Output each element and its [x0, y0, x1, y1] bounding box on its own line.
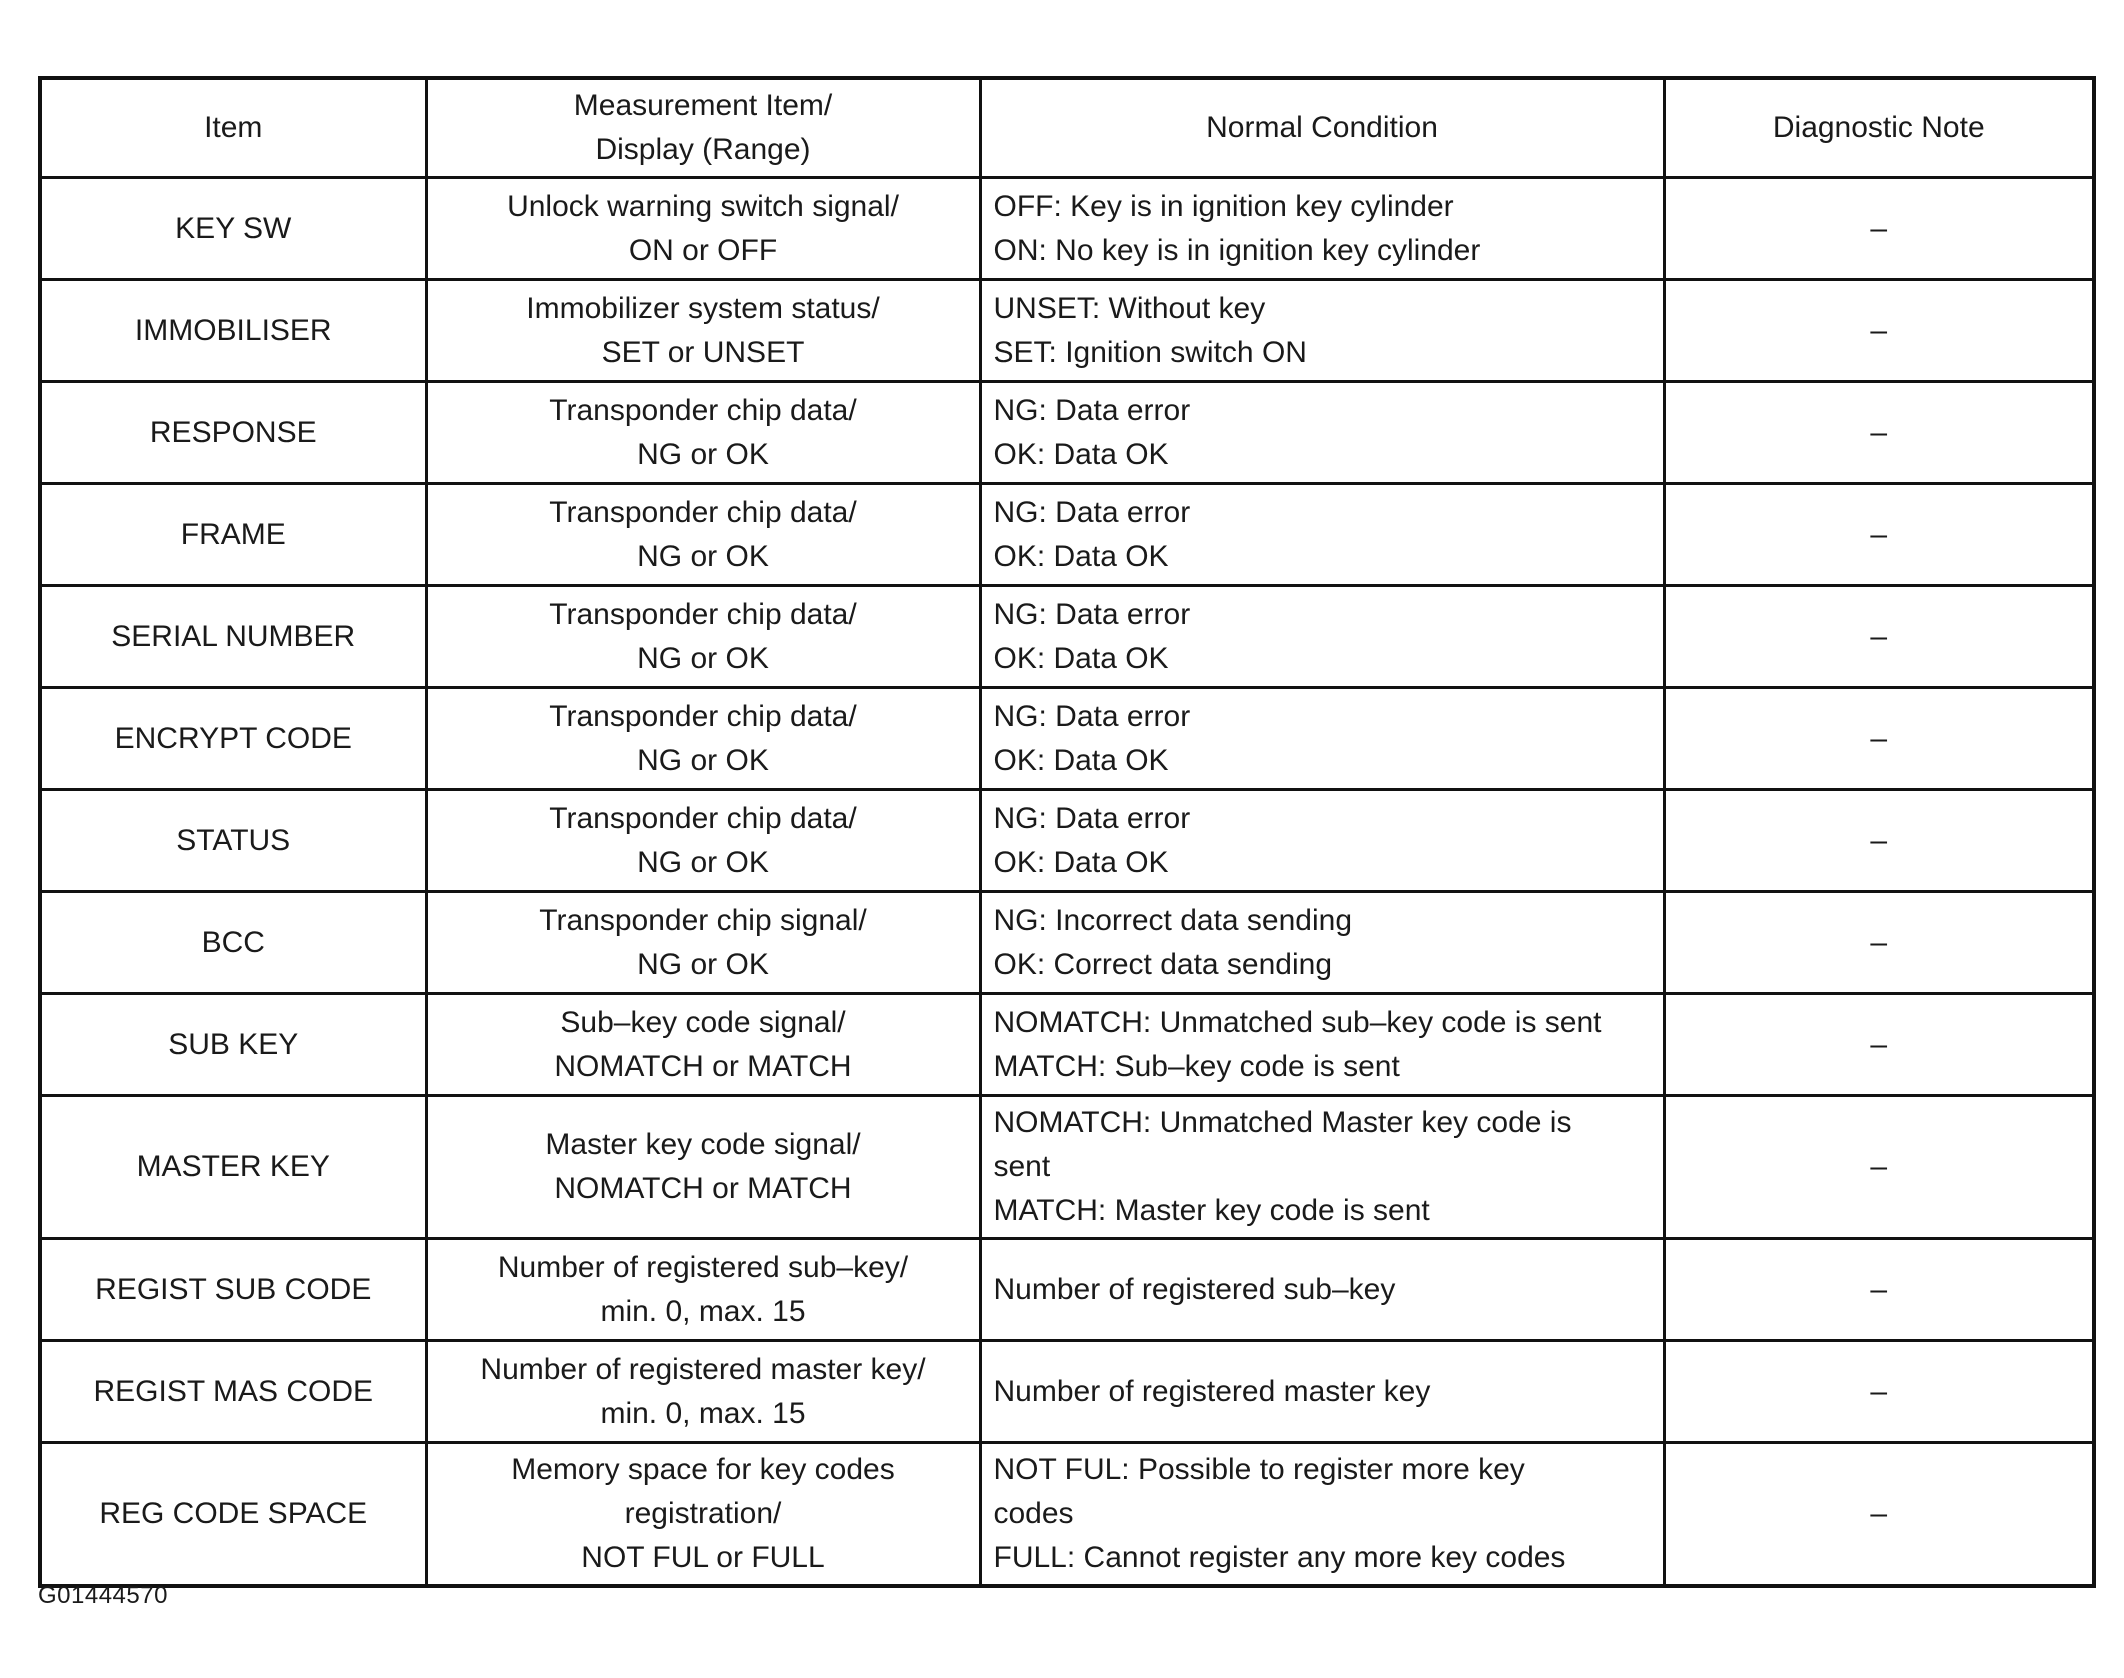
measurement-cell: [426, 994, 980, 1096]
condition-cell: [980, 178, 1664, 280]
table-row: [40, 382, 2094, 484]
measurement-line: NG or OK: [637, 743, 769, 777]
condition-cell: [980, 484, 1664, 586]
condition-cell: [980, 892, 1664, 994]
note-cell: –: [1664, 688, 2094, 790]
header-measurement-line1: Measurement Item/: [573, 89, 833, 122]
table-row: [40, 1443, 2094, 1587]
measurement-line: Unlock warning switch signal/: [507, 189, 899, 223]
condition-line: NG: Incorrect data sending: [993, 903, 1353, 937]
condition-line: codes: [993, 1497, 1074, 1530]
measurement-line: NOMATCH or MATCH: [554, 1049, 852, 1083]
table-row: [40, 994, 2094, 1096]
condition-line: Number of registered sub–key: [993, 1272, 1396, 1306]
condition-line: NG: Data error: [993, 393, 1191, 427]
note-cell: –: [1664, 1443, 2094, 1587]
condition-line: NOMATCH: Unmatched sub–key code is sent: [993, 1005, 1602, 1039]
measurement-line: Transponder chip signal/: [539, 903, 867, 937]
condition-cell: [980, 1096, 1664, 1239]
measurement-line: Memory space for key codes: [511, 1453, 895, 1486]
measurement-line: Transponder chip data/: [549, 393, 857, 427]
measurement-cell: [426, 586, 980, 688]
item-cell: REGIST SUB CODE: [40, 1239, 426, 1341]
measurement-cell: [426, 382, 980, 484]
measurement-cell: [426, 178, 980, 280]
header-normal-condition: Normal Condition: [980, 78, 1664, 178]
condition-line: NOT FUL: Possible to register more key: [993, 1453, 1525, 1486]
table-row: [40, 790, 2094, 892]
measurement-cell: [426, 484, 980, 586]
measurement-line: SET or UNSET: [601, 335, 805, 369]
condition-cell: [980, 280, 1664, 382]
item-cell: SUB KEY: [40, 994, 426, 1096]
condition-cell: [980, 994, 1664, 1096]
item-cell: BCC: [40, 892, 426, 994]
condition-line: NG: Data error: [993, 597, 1191, 631]
condition-cell: [980, 382, 1664, 484]
measurement-cell: [426, 280, 980, 382]
table-row: [40, 1341, 2094, 1443]
condition-line: MATCH: Master key code is sent: [993, 1194, 1430, 1227]
item-cell: RESPONSE: [40, 382, 426, 484]
note-cell: –: [1664, 382, 2094, 484]
measurement-cell: [426, 1096, 980, 1239]
condition-cell: [980, 1239, 1664, 1341]
note-cell: –: [1664, 892, 2094, 994]
condition-cell: [980, 790, 1664, 892]
data-list-table: [38, 76, 2096, 1588]
measurement-line: Transponder chip data/: [549, 699, 857, 733]
table-row: [40, 688, 2094, 790]
condition-line: OK: Data OK: [993, 641, 1169, 675]
item-cell: MASTER KEY: [40, 1096, 426, 1239]
measurement-line: registration/: [624, 1497, 782, 1530]
note-cell: –: [1664, 1341, 2094, 1443]
header-measurement-line2: Display (Range): [595, 133, 811, 166]
note-cell: –: [1664, 1239, 2094, 1341]
condition-cell: [980, 1443, 1664, 1587]
condition-cell: [980, 1341, 1664, 1443]
note-cell: –: [1664, 178, 2094, 280]
item-cell: REGIST MAS CODE: [40, 1341, 426, 1443]
condition-line: NG: Data error: [993, 699, 1191, 733]
measurement-line: NOMATCH or MATCH: [554, 1172, 852, 1205]
header-row: [40, 78, 2094, 178]
measurement-cell: [426, 892, 980, 994]
measurement-line: ON or OFF: [628, 233, 778, 267]
header-measurement: [426, 78, 980, 178]
measurement-line: Transponder chip data/: [549, 495, 857, 529]
note-cell: –: [1664, 484, 2094, 586]
table-row: [40, 1239, 2094, 1341]
condition-line: SET: Ignition switch ON: [993, 335, 1307, 369]
figure-id: G01444570: [38, 1582, 168, 1609]
condition-cell: [980, 688, 1664, 790]
table-row: [40, 1096, 2094, 1239]
condition-line: ON: No key is in ignition key cylinder: [993, 233, 1481, 267]
condition-line: NG: Data error: [993, 495, 1191, 529]
note-cell: –: [1664, 1096, 2094, 1239]
item-cell: KEY SW: [40, 178, 426, 280]
measurement-line: Number of registered sub–key/: [497, 1250, 909, 1284]
condition-line: Number of registered master key: [993, 1374, 1431, 1408]
condition-line: NG: Data error: [993, 801, 1191, 835]
note-cell: –: [1664, 280, 2094, 382]
table-row: [40, 892, 2094, 994]
measurement-line: NOT FUL or FULL: [581, 1541, 825, 1574]
table-row: [40, 280, 2094, 382]
item-cell: ENCRYPT CODE: [40, 688, 426, 790]
measurement-line: Transponder chip data/: [549, 597, 857, 631]
item-cell: IMMOBILISER: [40, 280, 426, 382]
table-row: [40, 178, 2094, 280]
measurement-line: NG or OK: [637, 437, 769, 471]
measurement-line: NG or OK: [637, 845, 769, 879]
table-row: [40, 484, 2094, 586]
condition-line: MATCH: Sub–key code is sent: [993, 1049, 1400, 1083]
table-row: [40, 586, 2094, 688]
measurement-line: Number of registered master key/: [480, 1352, 926, 1386]
measurement-line: Sub–key code signal/: [560, 1005, 846, 1039]
item-cell: STATUS: [40, 790, 426, 892]
measurement-cell: [426, 688, 980, 790]
measurement-line: NG or OK: [637, 539, 769, 573]
measurement-line: Master key code signal/: [545, 1128, 861, 1161]
condition-line: FULL: Cannot register any more key codes: [993, 1541, 1566, 1574]
condition-line: OK: Data OK: [993, 743, 1169, 777]
measurement-line: NG or OK: [637, 641, 769, 675]
note-cell: –: [1664, 994, 2094, 1096]
header-diagnostic-note: Diagnostic Note: [1664, 78, 2094, 178]
measurement-line: min. 0, max. 15: [600, 1396, 806, 1430]
measurement-cell: [426, 1239, 980, 1341]
measurement-line: min. 0, max. 15: [600, 1294, 806, 1328]
note-cell: –: [1664, 790, 2094, 892]
condition-line: OK: Data OK: [993, 437, 1169, 471]
condition-line: OK: Data OK: [993, 539, 1169, 573]
measurement-cell: [426, 1443, 980, 1587]
measurement-cell: [426, 1341, 980, 1443]
header-item: Item: [40, 78, 426, 178]
condition-line: UNSET: Without key: [993, 291, 1266, 325]
item-cell: FRAME: [40, 484, 426, 586]
condition-line: sent: [993, 1150, 1051, 1183]
condition-cell: [980, 586, 1664, 688]
condition-line: NOMATCH: Unmatched Master key code is: [993, 1106, 1572, 1139]
measurement-line: Immobilizer system status/: [526, 291, 880, 325]
condition-line: OK: Correct data sending: [993, 947, 1333, 981]
item-cell: REG CODE SPACE: [40, 1443, 426, 1587]
spec-table-container: [38, 76, 2092, 1588]
note-cell: –: [1664, 586, 2094, 688]
measurement-cell: [426, 790, 980, 892]
item-cell: SERIAL NUMBER: [40, 586, 426, 688]
measurement-line: NG or OK: [637, 947, 769, 981]
measurement-line: Transponder chip data/: [549, 801, 857, 835]
condition-line: OK: Data OK: [993, 845, 1169, 879]
condition-line: OFF: Key is in ignition key cylinder: [993, 189, 1454, 223]
